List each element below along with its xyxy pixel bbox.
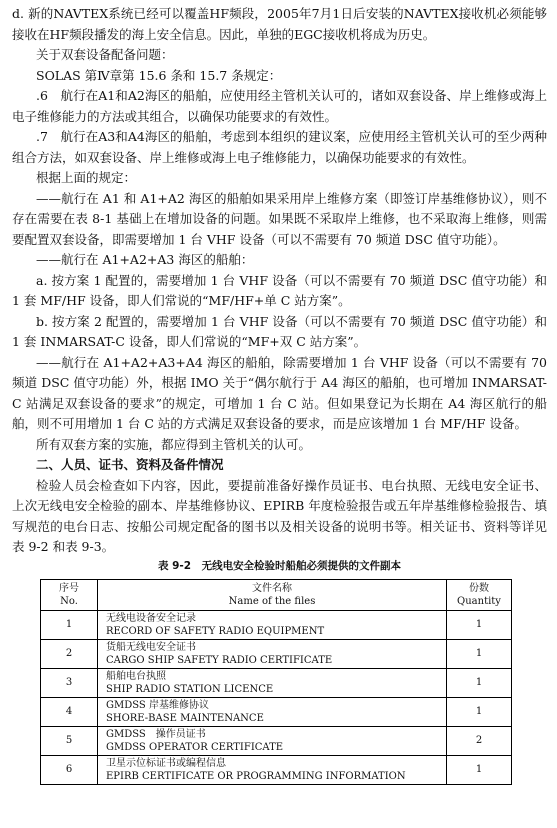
- paragraph: d. 新的NAVTEX系统已经可以覆盖HF频段，2005年7月1日后安装的NAVTEX接收机必须能够接收在HF频段播发的海上安全信息。因此，单独的EGC接收机将成为历史。: [12, 6, 547, 42]
- row-number: 4: [41, 697, 98, 726]
- row-number: 1: [41, 610, 98, 639]
- paragraph: 关于双套设备配备问题：: [36, 47, 174, 62]
- paragraph: 根据上面的规定：: [36, 170, 137, 185]
- file-name-en: RECORD OF SAFETY RADIO EQUIPMENT: [106, 625, 325, 637]
- header-quantity: 份数 Quantity: [447, 579, 512, 610]
- file-quantity: 1: [447, 668, 512, 697]
- file-quantity: 1: [447, 610, 512, 639]
- file-quantity: 1: [447, 755, 512, 784]
- table-row: [41, 610, 512, 639]
- file-name: [98, 697, 447, 726]
- file-name-en: SHORE-BASE MAINTENANCE: [106, 712, 264, 724]
- paragraph: ——航行在 A1+A2+A3 海区的船舶：: [36, 252, 254, 267]
- file-name-cn: GMDSS 操作员证书: [106, 728, 206, 740]
- table-caption: 表 9-2 无线电安全检验时船舶必须提供的文件副本: [157, 559, 402, 572]
- file-name-en: CARGO SHIP SAFETY RADIO CERTIFICATE: [106, 654, 333, 666]
- file-name-cn: GMDSS 岸基维修协议: [106, 699, 209, 711]
- paragraph: b. 按方案 2 配置的，需要增加 1 台 VHF 设备（可以不需要有 70 频道 DSC 值守功能）和 1 套 INMARSAT-C 设备，即人们常说的“MF+双 C 站方案”。: [12, 313, 547, 349]
- file-name: [98, 639, 447, 668]
- file-name-cn: 卫星示位标证书或编程信息: [106, 757, 226, 769]
- file-name-en: GMDSS OPERATOR CERTIFICATE: [106, 741, 284, 753]
- file-name: [98, 610, 447, 639]
- files-table: [40, 579, 512, 785]
- paragraph: .6 航行在A1和A2海区的船舶，应使用经主管机关认可的，诸如双套设备、岸上维修或海上电子维修能力的方法或其组合，以确保功能要求的有效性。: [12, 88, 547, 124]
- table-row: [41, 639, 512, 668]
- file-name-cn: 船舶电台执照: [106, 670, 166, 682]
- file-name: [98, 726, 447, 755]
- file-quantity: 1: [447, 697, 512, 726]
- table-row: [41, 726, 512, 755]
- paragraph: SOLAS 第Ⅳ章第 15.6 条和 15.7 条规定：: [36, 67, 282, 83]
- file-name: [98, 668, 447, 697]
- table-row: [41, 755, 512, 784]
- section-heading: 二、人员、证书、资料及备件情况: [36, 457, 224, 472]
- table-header-row: [41, 579, 512, 610]
- paragraph: .7 航行在A3和A4海区的船舶，考虑到本组织的建议案，应使用经主管机关认可的至少两种组合方法，如双套设备、岸上维修或海上电子维修能力，以确保功能要求的有效性。: [12, 129, 547, 165]
- file-name-cn: 无线电设备安全记录: [106, 612, 196, 624]
- paragraph: 所有双套方案的实施，都应得到主管机关的认可。: [36, 436, 312, 452]
- paragraph: a. 按方案 1 配置的，需要增加 1 台 VHF 设备（可以不需要有 70 频道 DSC 值守功能）和 1 套 MF/HF 设备，即人们常说的“MF/HF+单 C 站方案”。: [12, 272, 547, 308]
- file-quantity: 1: [447, 639, 512, 668]
- header-name: 文件名称 Name of the files: [98, 579, 447, 610]
- row-number: 5: [41, 726, 98, 755]
- row-number: 3: [41, 668, 98, 697]
- file-name: [98, 755, 447, 784]
- file-name-en: EPIRB CERTIFICATE OR PROGRAMMING INFORMATION: [106, 770, 406, 782]
- table-row: [41, 668, 512, 697]
- row-number: 6: [41, 755, 98, 784]
- file-quantity: 2: [447, 726, 512, 755]
- file-name-cn: 货船无线电安全证书: [106, 641, 196, 653]
- row-number: 2: [41, 639, 98, 668]
- file-name-en: SHIP RADIO STATION LICENCE: [106, 683, 274, 695]
- header-no: 序号 No.: [41, 579, 98, 610]
- body-paragraphs: [12, 4, 547, 455]
- paragraph: ——航行在 A1 和 A1+A2 海区的船舶如果采用岸上维修方案（即签订岸基维修协议），则不存在需要在表 8-1 基础上在增加设备的问题。如果既不采取岸上维修，也不采取海上维修，则需要配置双套设备，即需要增加 1 台 VHF 设备（可以不需要有 70 频道 DSC 值守功能）。: [12, 190, 547, 247]
- table-row: [41, 697, 512, 726]
- paragraph: ——航行在 A1+A2+A3+A4 海区的船舶，除需要增加 1 台 VHF 设备（可以不需要有 70 频道 DSC 值守功能）外，根据 IMO 关于“偶尔航行于 A4 海区的船舶，也可增加 INMARSAT-C 站满足双套设备的要求”的规定，可增加 1 台 C 站。但如果登记为长期在 A4 海区航行的船舶，则不可用增加 1 台 C 站的方式满足双套设备的要求，而是应该增加 1 台 MF/HF 设备。: [12, 354, 547, 431]
- section-body: 检验人员会检查如下内容，因此，要提前准备好操作员证书、电台执照、无线电安全证书、上次无线电安全检验的副本、岸基维修协议、EPIRB 年度检验报告或五年岸基维修检验报告、填写规范的电台日志、按船公司规定配备的图书以及相关设备的说明书等。相关证书、资料等详见表 9-2 和表 9-3。: [12, 477, 547, 554]
